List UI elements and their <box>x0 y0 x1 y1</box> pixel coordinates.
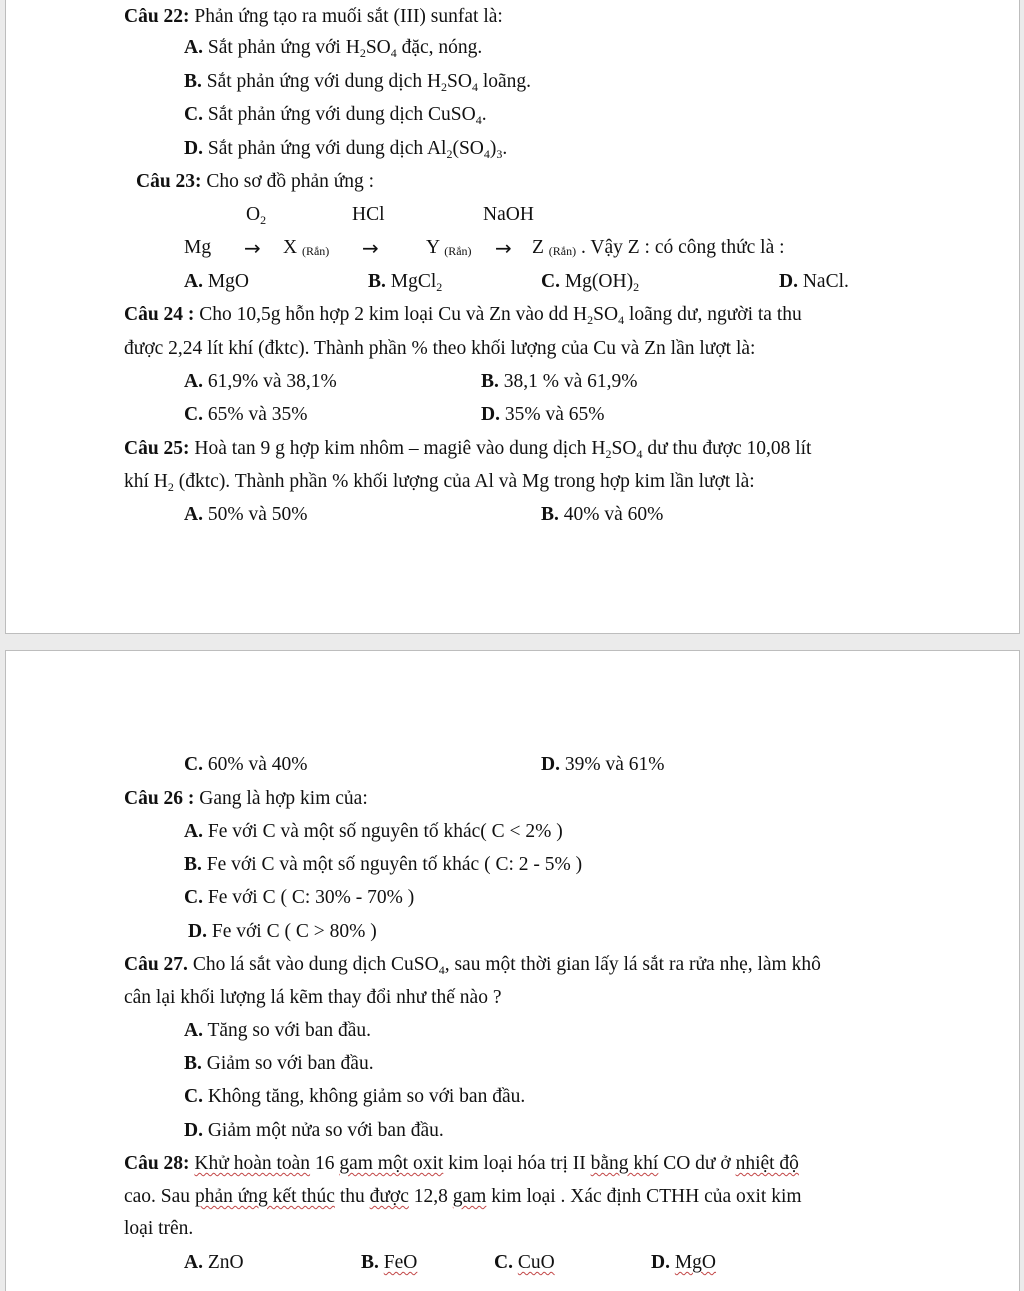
question-23-option-d: D. NaCl. <box>779 271 849 292</box>
arrow-right-icon: → <box>362 236 379 260</box>
scheme-x: X (Rắn) <box>283 237 330 258</box>
question-25-option-b: B. 40% và 60% <box>541 504 664 525</box>
question-28-stem-line3: loại trên. <box>124 1218 194 1239</box>
question-26-option-d: D. Fe với C ( C > 80% ) <box>188 921 377 942</box>
reagent-naoh: NaOH <box>483 204 534 225</box>
scheme-y: Y (Rắn) <box>426 237 472 258</box>
question-27-stem-line1: Câu 27. Cho lá sắt vào dung dịch CuSO$_4$, sau một thời gian lấy lá sắt ra rửa nhẹ, làm khô <box>124 954 821 977</box>
question-28-option-c: C. CuO <box>494 1252 555 1273</box>
question-25-option-c: C. 60% và 40% <box>184 754 308 775</box>
question-24-stem-line1: Câu 24 : Cho 10,5g hỗn hợp 2 kim loại Cu và Zn vào dd $H_2SO_4$ loãng dư, người ta thu <box>124 304 802 327</box>
question-23-option-c: C. $Mg(OH)_2$ <box>541 271 640 294</box>
question-28-option-b: B. FeO <box>361 1252 418 1273</box>
question-23-option-a: A. MgO <box>184 271 250 292</box>
question-24-option-c: C. 65% và 35% <box>184 404 308 425</box>
question-27-option-b: B. Giảm so với ban đầu. <box>184 1053 374 1074</box>
question-27-option-c: C. Không tăng, không giảm so với ban đầu. <box>184 1086 526 1107</box>
question-28-stem-line1: Câu 28: Khử hoàn toàn 16 gam một oxit kim loại hóa trị II bằng khí CO dư ở nhiệt độ <box>124 1153 799 1174</box>
question-24-stem-line2: được 2,24 lít khí (đktc). Thành phần % theo khối lượng của Cu và Zn lần lượt là: <box>124 338 756 359</box>
question-22-option-d: D. Sắt phản ứng với dung dịch $Al_2(SO_4)_3$. <box>184 138 508 161</box>
question-24-option-a: A. 61,9% và 38,1% <box>184 371 337 392</box>
question-25-stem-line1: Câu 25: Hoà tan 9 g hợp kim nhôm – magiê vào dung dịch $H_2SO_4$ dư thu được 10,08 lít <box>124 438 812 461</box>
question-23-option-b: B. MgCl$_2$ <box>368 271 443 294</box>
reagent-o2: $O_2$ <box>246 204 267 227</box>
question-23-stem: Câu 23: Cho sơ đồ phản ứng : <box>136 171 375 192</box>
question-26-option-b: B. Fe với C và một số nguyên tố khác ( C: 2 - 5% ) <box>184 854 583 875</box>
reagent-hcl: HCl <box>352 204 385 225</box>
question-25-option-d: D. 39% và 61% <box>541 754 665 775</box>
question-24-option-b: B. 38,1 % và 61,9% <box>481 371 638 392</box>
question-22-option-a: A. Sắt phản ứng với $H_2SO_4$ đặc, nóng. <box>184 37 483 60</box>
question-26-option-a: A. Fe với C và một số nguyên tố khác( C < 2% ) <box>184 821 563 842</box>
question-25-option-a: A. 50% và 50% <box>184 504 308 525</box>
question-27-stem-line2: cân lại khối lượng lá kẽm thay đổi như thế nào ? <box>124 987 502 1008</box>
question-26-stem: Câu 26 : Gang là hợp kim của: <box>124 788 368 809</box>
question-28-option-a: A. ZnO <box>184 1252 244 1273</box>
question-22-option-b: B. Sắt phản ứng với dung dịch $H_2SO_4$ loãng. <box>184 71 532 94</box>
question-22-stem: Câu 22: Phản ứng tạo ra muối sắt (III) sunfat là: <box>124 6 503 27</box>
question-27-option-d: D. Giảm một nửa so với ban đầu. <box>184 1120 444 1141</box>
question-27-option-a: A. Tăng so với ban đầu. <box>184 1020 372 1041</box>
question-22-option-c: C. Sắt phản ứng với dung dịch CuSO$_4$. <box>184 104 487 127</box>
scheme-z-question: Z (Rắn) . Vậy Z : có công thức là : <box>532 237 785 258</box>
question-26-option-c: C. Fe với C ( C: 30% - 70% ) <box>184 887 415 908</box>
question-28-stem-line2: cao. Sau phản ứng kết thúc thu được 12,8 gam kim loại . Xác định CTHH của oxit kim <box>124 1186 802 1207</box>
arrow-right-icon: → <box>244 236 261 260</box>
scheme-mg: Mg <box>184 237 212 258</box>
question-28-option-d: D. MgO <box>651 1252 717 1273</box>
question-24-option-d: D. 35% và 65% <box>481 404 605 425</box>
arrow-right-icon: → <box>495 236 512 260</box>
question-25-stem-line2: khí $H_2$ (đktc). Thành phần % khối lượng của Al và Mg trong hợp kim lần lượt là: <box>124 471 755 494</box>
